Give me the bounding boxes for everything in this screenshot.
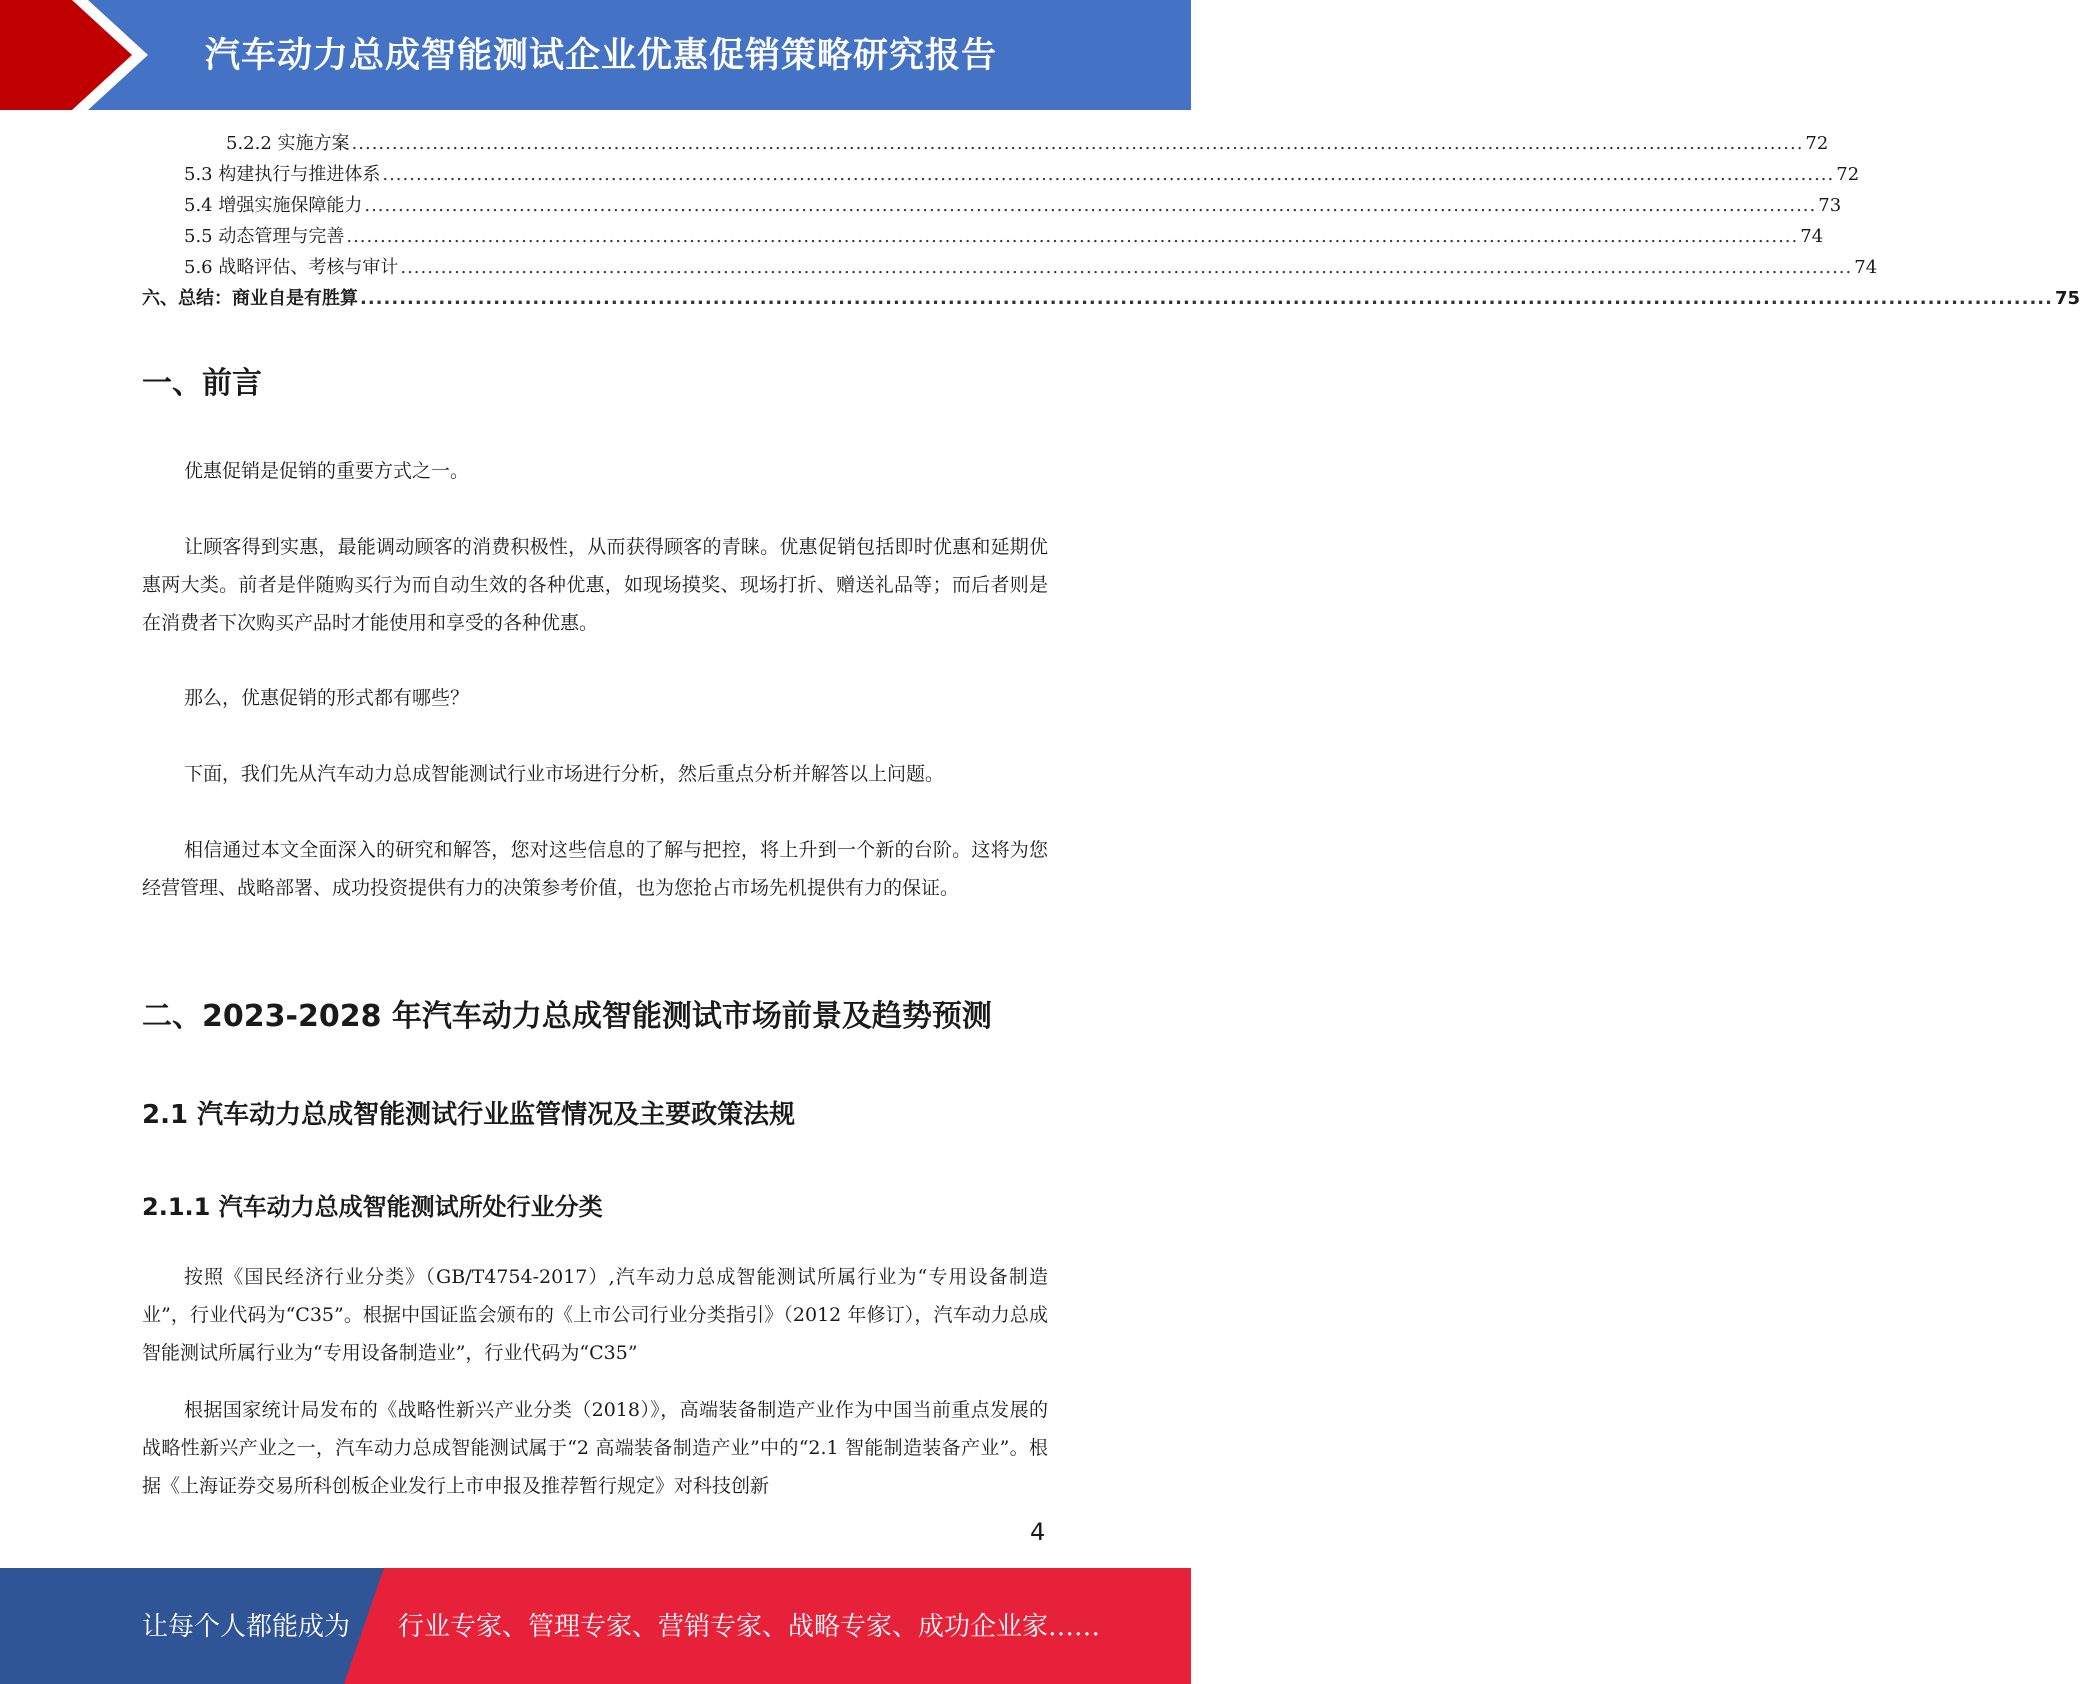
toc-entry-page: 73 [1818,195,1842,216]
toc-entry-page: 75 [2054,288,2080,309]
paragraph: 相信通过本文全面深入的研究和解答，您对这些信息的了解与把控，将上升到一个新的台阶。这将为您经营管理、战略部署、成功投资提供有力的决策参考价值，也为您抢占市场先机提供有力的保证。 [142,839,1048,899]
subsection-heading-2-1: 2.1 汽车动力总成智能测试行业监管情况及主要政策法规 [142,1100,796,1130]
paragraph: 那么，优惠促销的形式都有哪些？ [184,687,470,709]
paragraph: 让顾客得到实惠，最能调动顾客的消费积极性，从而获得顾客的青睐。优惠促销包括即时优惠和延期优惠两大类。前者是伴随购买行为而自动生效的各种优惠，如现场摸奖、现场打折、赠送礼品等；而后者则是在消费者下次购买产品时才能使用和享受的各种优惠。 [142,536,1048,634]
footer-slogan-right: 行业专家、管理专家、营销专家、战略专家、成功企业家…… [398,1612,1101,1642]
toc-entry-label: 5.2.2 实施方案 [226,133,350,154]
toc-entry-label: 5.4 增强实施保障能力 [184,195,363,216]
page-footer [0,1568,1191,1684]
toc-dot-leader: ........................................................................................................................................................................................................................ [360,288,2053,309]
page-header [0,0,1191,110]
toc-dot-leader: ........................................................................................................................................................................................................................ [351,133,1804,154]
toc-entry-page: 72 [1805,133,1829,154]
toc-dot-leader: ........................................................................................................................................................................................................................ [346,226,1799,247]
table-of-contents [142,128,2080,314]
subsection-heading-2-1-1: 2.1.1 汽车动力总成智能测试所处行业分类 [142,1193,603,1221]
page-number: 4 [1030,1518,1046,1546]
toc-entry-label: 5.6 战略评估、考核与审计 [184,257,399,278]
toc-entry[interactable] [142,190,1842,221]
paragraph: 按照《国民经济行业分类》（GB/T4754-2017）,汽车动力总成智能测试所属行业为“专用设备制造业”，行业代码为“C35”。根据中国证监会颁布的《上市公司行业分类指引》（2012 年修订），汽车动力总成智能测试所属行业为“专用设备制造业”，行业代码为“C35” [142,1266,1048,1364]
toc-entry[interactable] [142,221,1824,252]
paragraph: 根据国家统计局发布的《战略性新兴产业分类（2018）》，高端装备制造产业作为中国当前重点发展的战略性新兴产业之一，汽车动力总成智能测试属于“2 高端装备制造产业”中的“2.1 智能制造装备产业”。根据《上海证券交易所科创板企业发行上市申报及推荐暂行规定》对科技创新 [142,1399,1048,1497]
toc-dot-leader: ........................................................................................................................................................................................................................ [382,164,1835,185]
toc-dot-leader: ........................................................................................................................................................................................................................ [400,257,1853,278]
toc-entry-label: 5.5 动态管理与完善 [184,226,345,247]
toc-entry[interactable] [142,252,1878,283]
toc-dot-leader: ........................................................................................................................................................................................................................ [364,195,1817,216]
paragraph: 下面，我们先从汽车动力总成智能测试行业市场进行分析，然后重点分析并解答以上问题。 [184,763,945,785]
toc-entry-label: 六、总结：商业自是有胜算 [142,288,358,309]
toc-entry-page: 74 [1854,257,1878,278]
toc-entry-page: 72 [1836,164,1860,185]
footer-slogan-left: 让每个人都能成为 [142,1612,351,1642]
toc-entry[interactable] [142,283,2080,314]
section-heading-intro: 一、前言 [142,366,262,401]
section-heading-chapter-2: 二、2023-2028 年汽车动力总成智能测试市场前景及趋势预测 [142,999,992,1034]
toc-entry[interactable] [142,128,1829,159]
toc-entry-label: 5.3 构建执行与推进体系 [184,164,381,185]
toc-entry[interactable] [142,159,1860,190]
paragraph: 优惠促销是促销的重要方式之一。 [184,460,470,482]
toc-entry-page: 74 [1800,226,1824,247]
report-title: 汽车动力总成智能测试企业优惠促销策略研究报告 [205,36,998,76]
